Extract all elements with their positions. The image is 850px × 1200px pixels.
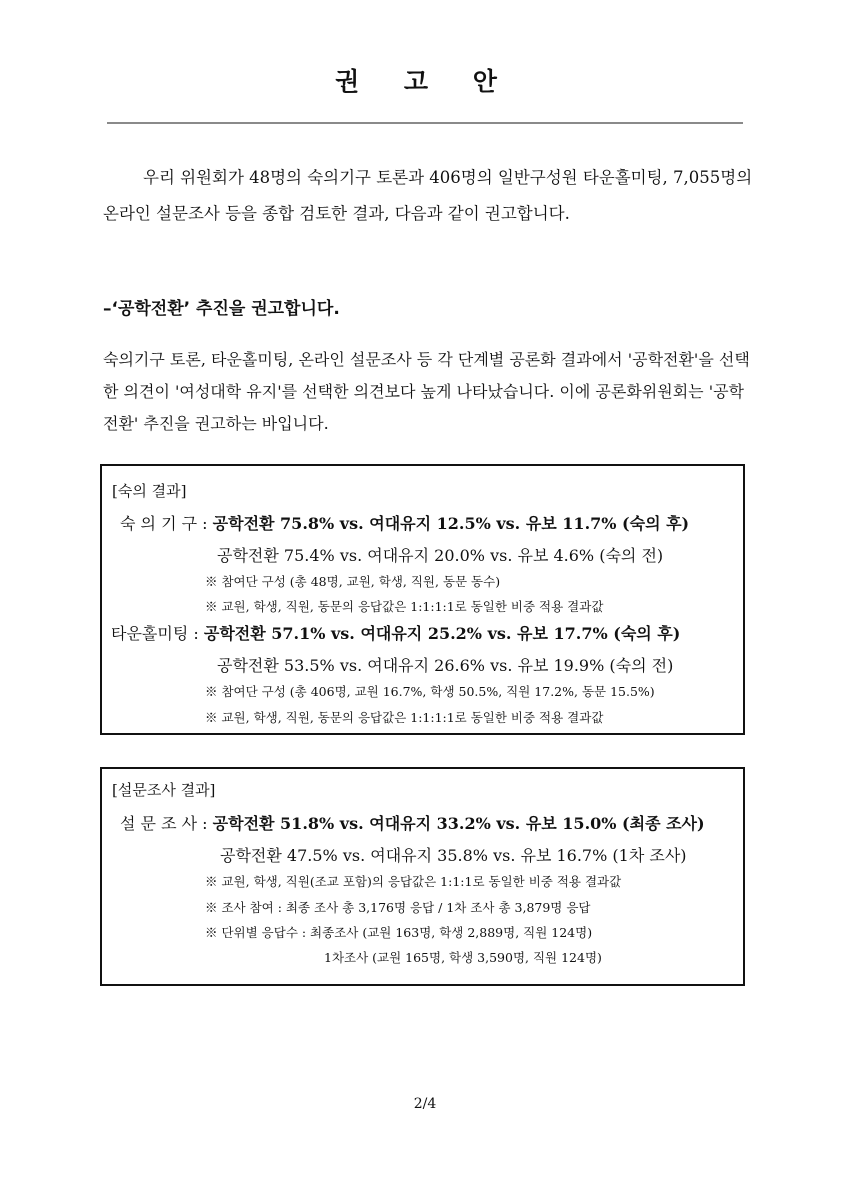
recommendation-heading: –‘공학전환’ 추진을 권고합니다.	[103, 299, 340, 319]
townhall-note: ※ 참여단 구성 (총 406명, 교원 16.7%, 학생 50.5%, 직원 17.2%, 동문 15.5%)	[205, 684, 655, 699]
survey-final-result: 공학전환 51.8% vs. 여대유지 33.2% vs. 유보 15.0% (최종 조사)	[212, 814, 705, 833]
title-divider	[107, 122, 743, 124]
townhall-after-result: 공학전환 57.1% vs. 여대유지 25.2% vs. 유보 17.7% (숙의 후)	[203, 624, 681, 643]
townhall-before-result: 공학전환 53.5% vs. 여대유지 26.6% vs. 유보 19.9% (숙의 전)	[217, 656, 674, 675]
townhall-after-row	[111, 621, 680, 644]
page-number: 2/4	[413, 1096, 437, 1112]
townhall-label: 타운홀미팅 :	[111, 624, 199, 643]
survey-final-row	[120, 811, 705, 834]
deliberation-after-result: 공학전환 75.8% vs. 여대유지 12.5% vs. 유보 11.7% (숙의 후)	[212, 514, 690, 533]
deliberation-after-row	[120, 511, 689, 534]
box-header: [설문조사 결과]	[112, 781, 216, 799]
survey-note: ※ 단위별 응답수 : 최종조사 (교원 163명, 학생 2,889명, 직원 124명)	[205, 925, 593, 940]
townhall-note: ※ 교원, 학생, 직원, 동문의 응답값은 1:1:1:1로 동일한 비중 적용 결과값	[205, 710, 604, 725]
intro-text: 우리 위원회가 48명의 숙의기구 토론과 406명의 일반구성원 타운홀미팅, 7,055명의 온라인 설문조사 등을 종합 검토한 결과, 다음과 같이 권고합니다.	[103, 168, 753, 223]
survey-note: 1차조사 (교원 165명, 학생 3,590명, 직원 124명)	[324, 950, 602, 965]
intro-paragraph	[103, 160, 753, 232]
survey-results-box	[100, 767, 745, 986]
survey-label: 설 문 조 사 :	[120, 814, 208, 833]
document-title: 권 고 안	[335, 67, 515, 96]
box-header: [숙의 결과]	[112, 482, 187, 500]
survey-note: ※ 교원, 학생, 직원(조교 포함)의 응답값은 1:1:1로 동일한 비중 적용 결과값	[205, 874, 622, 889]
survey-first-result: 공학전환 47.5% vs. 여대유지 35.8% vs. 유보 16.7% (1차 조사)	[220, 846, 687, 865]
recommendation-paragraph: 숙의기구 토론, 타운홀미팅, 온라인 설문조사 등 각 단계별 공론화 결과에서 '공학전환'을 선택한 의견이 '여성대학 유지'를 선택한 의견보다 높게 나타났습니다. 이에 공론화위원회는 '공학전환' 추진을 권고하는 바입니다.	[103, 350, 750, 433]
deliberation-results-box	[100, 464, 745, 735]
deliberation-label: 숙 의 기 구 :	[120, 514, 208, 533]
deliberation-note: ※ 참여단 구성 (총 48명, 교원, 학생, 직원, 동문 동수)	[205, 574, 501, 589]
survey-note: ※ 조사 참여 : 최종 조사 총 3,176명 응답 / 1차 조사 총 3,879명 응답	[205, 900, 591, 915]
deliberation-note: ※ 교원, 학생, 직원, 동문의 응답값은 1:1:1:1로 동일한 비중 적용 결과값	[205, 599, 604, 614]
deliberation-before-result: 공학전환 75.4% vs. 여대유지 20.0% vs. 유보 4.6% (숙의 전)	[217, 546, 664, 565]
